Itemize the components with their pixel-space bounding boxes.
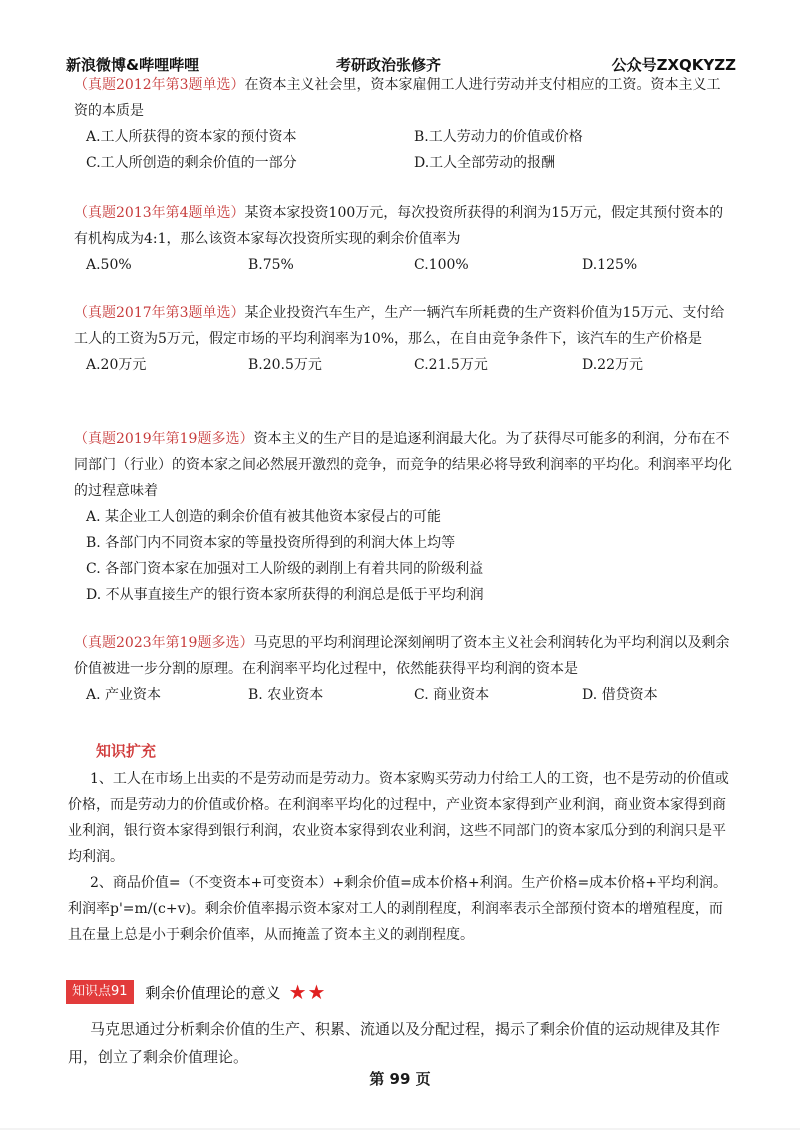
option-b: B. 各部门内不同资本家的等量投资所得到的利润大体上均等 <box>86 535 456 551</box>
options-row <box>74 124 734 150</box>
question-2 <box>74 200 734 278</box>
option-a: A. 产业资本 <box>86 687 162 703</box>
option-c: C.21.5万元 <box>414 357 488 373</box>
option-d: D.工人全部劳动的报酬 <box>414 155 556 171</box>
star-icon: ★★ <box>288 980 327 1004</box>
options-row <box>74 252 734 278</box>
question-text: 某资本家投资100万元，每次投资所获得的利润为15万元，假定其预付资本的有机构成为4:1，那么该资本家每次投资所实现的剩余价值率为 <box>74 205 724 247</box>
options-row <box>74 352 734 378</box>
question-5 <box>74 630 734 708</box>
page-number: 第 99 页 <box>369 1070 431 1088</box>
option-d: D. 不从事直接生产的银行资本家所获得的利润总是低于平均利润 <box>86 587 484 603</box>
question-4 <box>74 426 734 608</box>
option-d: D.125% <box>582 257 638 273</box>
knowledge-title: 知识扩充 <box>96 742 157 760</box>
option-a: A.20万元 <box>86 357 147 373</box>
header-right: 公众号ZXQKYZZ <box>611 56 736 74</box>
question-tag: （真题2012年第3题单选） <box>74 77 245 93</box>
option-b: B.工人劳动力的价值或价格 <box>414 129 583 145</box>
option-d: D. 借贷资本 <box>582 687 658 703</box>
knowledge-paragraph-1: 1、工人在市场上出卖的不是劳动而是劳动力。资本家购买劳动力付给工人的工资，也不是劳动的价值或价格，而是劳动力的价值或价格。在利润率平均化的过程中，产业资本家得到产业利润，商业资本家得到商业利润，银行资本家得到银行利润，农业资本家得到农业利润，这些不同部门的资本家瓜分到的利润只是平均利润。 <box>68 771 729 865</box>
option-b: B.20.5万元 <box>248 357 322 373</box>
question-tag: （真题2023年第19题多选） <box>74 635 254 651</box>
option-a: A. 某企业工人创造的剩余价值有被其他资本家侵占的可能 <box>86 509 442 525</box>
question-tag: （真题2019年第19题多选） <box>74 431 254 447</box>
option-c: C.100% <box>414 257 469 273</box>
question-text: 马克思的平均利润理论深刻阐明了资本主义社会利润转化为平均利润以及剩余价值被进一步分割的原理。在利润率平均化过程中，依然能获得平均利润的资本是 <box>74 635 730 677</box>
question-stem <box>74 300 734 352</box>
knowledge-paragraph-2: 2、商品价值=（不变资本+可变资本）+剩余价值=成本价格+利润。生产价格=成本价格+平均利润。利润率p'=m/(c+v)。剩余价值率揭示资本家对工人的剥削程度，利润率表示全部预付资本的增殖程度，而且在量上总是小于剩余价值率，从而掩盖了资本主义的剥削程度。 <box>68 875 728 943</box>
knowledge-body <box>68 766 734 948</box>
option-b: B. 农业资本 <box>248 687 324 703</box>
header-left: 新浪微博&哔哩哔哩 <box>66 56 200 74</box>
option-a: A.50% <box>86 257 132 273</box>
question-stem <box>74 426 734 504</box>
option-b: B.75% <box>248 257 294 273</box>
question-text: 某企业投资汽车生产，生产一辆汽车所耗费的生产资料价值为15万元、支付给工人的工资为5万元，假定市场的平均利润率为10%，那么，在自由竞争条件下，该汽车的生产价格是 <box>74 305 725 347</box>
option-c: C. 各部门资本家在加强对工人阶级的剥削上有着共同的阶级利益 <box>86 561 484 577</box>
question-stem <box>74 630 734 682</box>
question-tag: （真题2013年第4题单选） <box>74 205 245 221</box>
question-stem <box>74 72 734 124</box>
question-1 <box>74 72 734 176</box>
options-row <box>74 682 734 708</box>
options-row <box>74 150 734 176</box>
question-stem <box>74 200 734 252</box>
body-paragraph: 马克思通过分析剩余价值的生产、积累、流通以及分配过程，揭示了剩余价值的运动规律及其作用，创立了剩余价值理论。 <box>68 1020 721 1066</box>
option-a: A.工人所获得的资本家的预付资本 <box>86 129 297 145</box>
question-tag: （真题2017年第3题单选） <box>74 305 245 321</box>
option-c: C.工人所创造的剩余价值的一部分 <box>86 155 297 171</box>
header-center: 考研政治张修齐 <box>336 56 442 74</box>
knowledge-point-badge: 知识点91 <box>66 980 134 1004</box>
option-d: D.22万元 <box>582 357 643 373</box>
question-text: 在资本主义社会里，资本家雇佣工人进行劳动并支付相应的工资。资本主义工资的本质是 <box>74 77 721 119</box>
body-text <box>68 1015 736 1071</box>
knowledge-point-title: 剩余价值理论的意义 <box>145 983 281 1002</box>
question-3 <box>74 300 734 378</box>
question-text: 资本主义的生产目的是追逐利润最大化。为了获得尽可能多的利润，分布在不同部门（行业）的资本家之间必然展开激烈的竞争，而竞争的结果必将导致利润率的平均化。利润率平均化的过程意味着 <box>74 431 732 499</box>
knowledge-point-heading <box>66 978 326 1006</box>
option-c: C. 商业资本 <box>414 687 490 703</box>
